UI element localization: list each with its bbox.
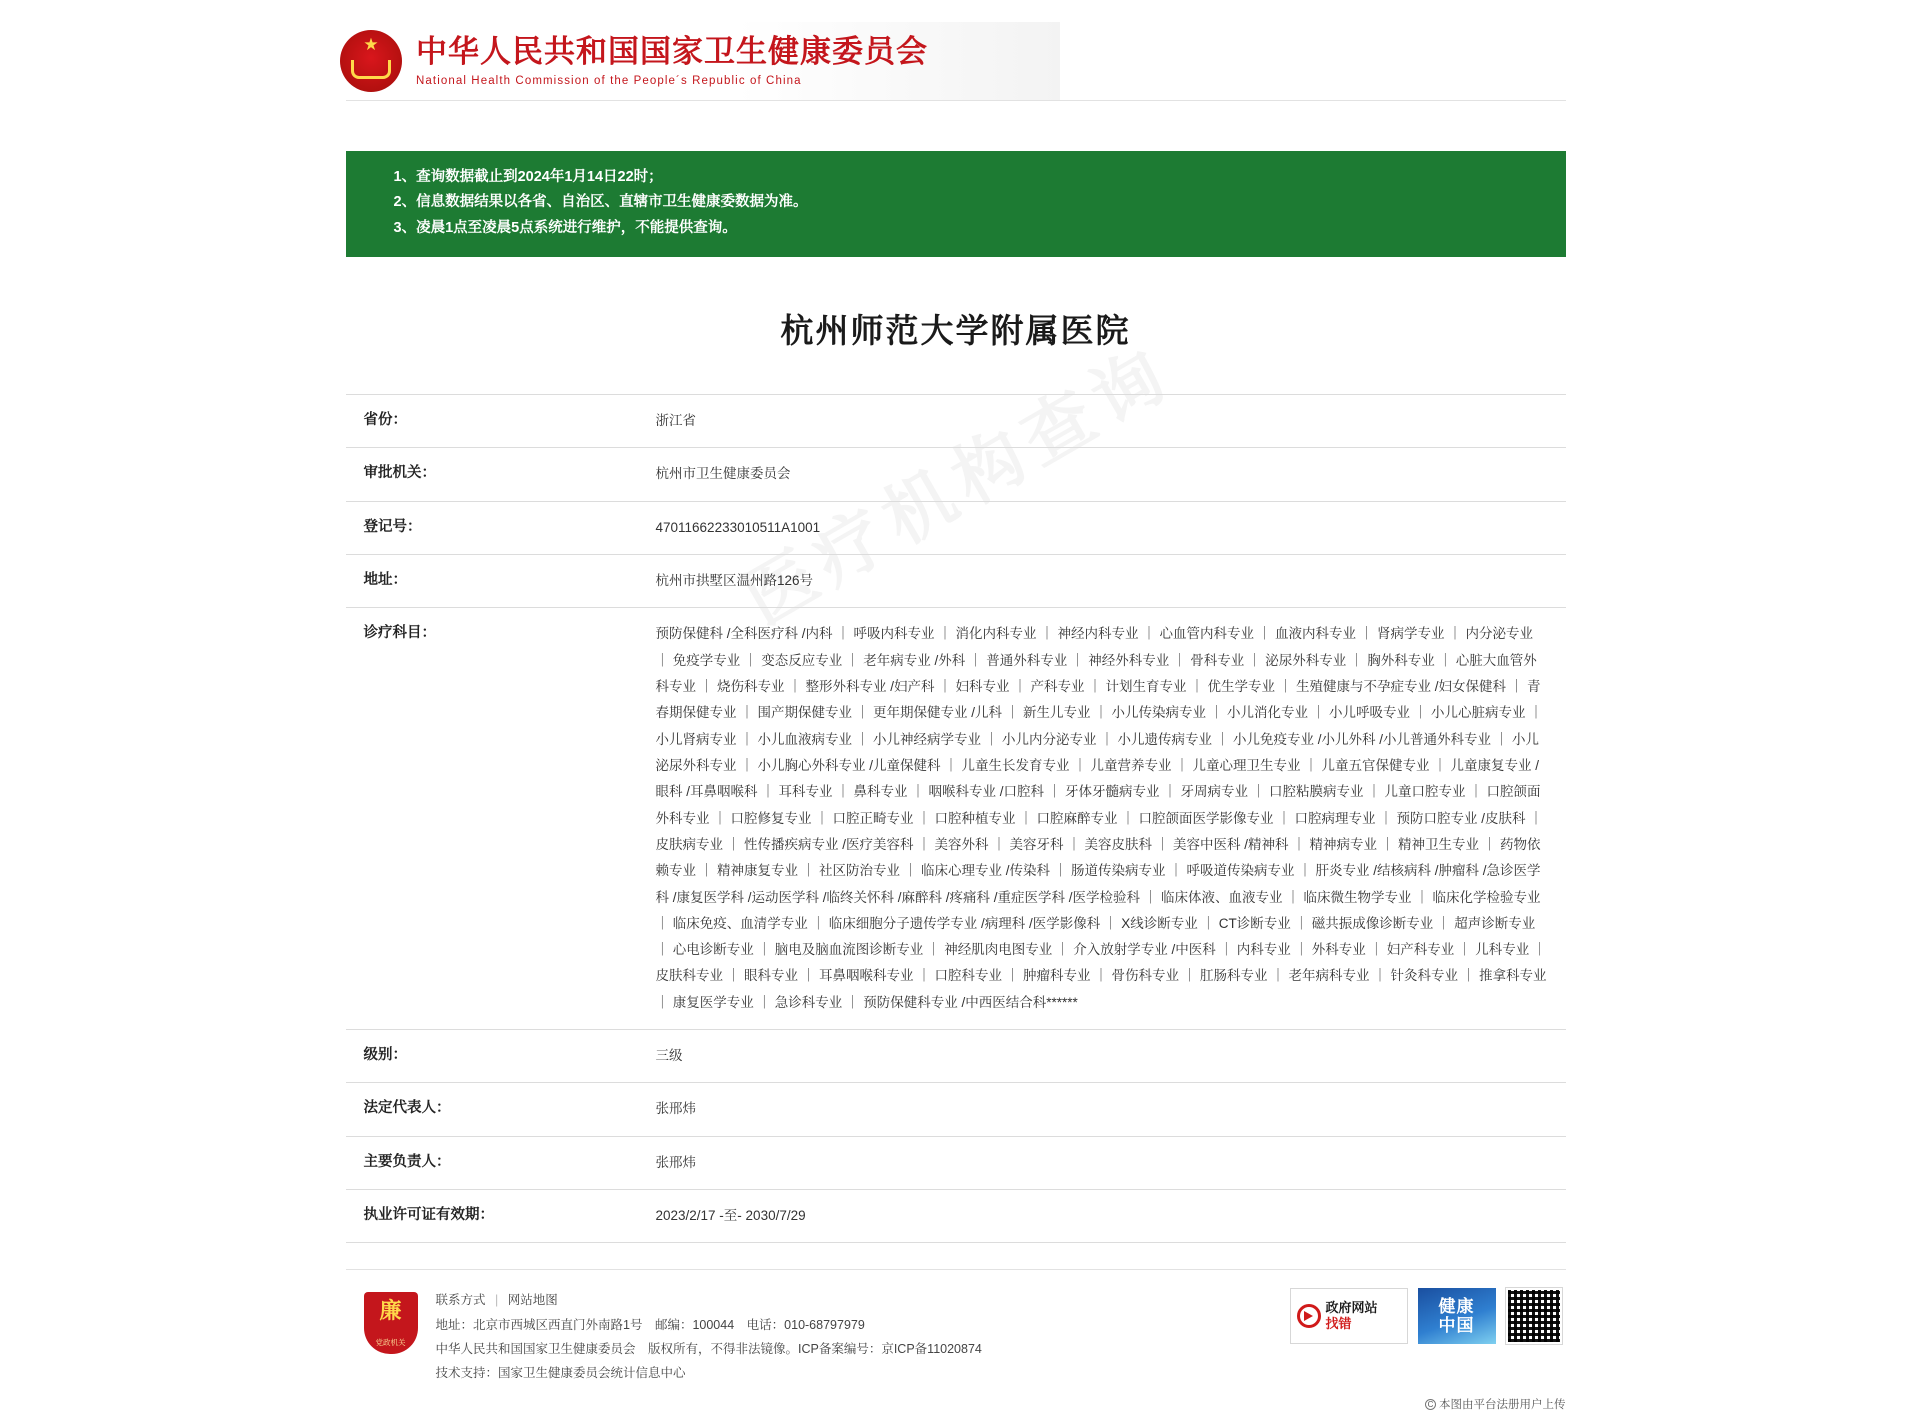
footer-address: 地址：北京市西城区西直门外南路1号 邮编：100044 电话：010-68797979 bbox=[435, 1317, 865, 1332]
table-row bbox=[346, 501, 1566, 554]
healthy-china-badge[interactable] bbox=[1418, 1288, 1496, 1344]
field-value-legal-representative: 张邢炜 bbox=[655, 1101, 696, 1117]
table-row bbox=[346, 1136, 1566, 1189]
table-row bbox=[346, 448, 1566, 501]
integrity-emblem-char: 廉 bbox=[379, 1298, 402, 1324]
field-label-legal-representative: 法定代表人： bbox=[363, 1100, 451, 1117]
table-row bbox=[346, 608, 1566, 1030]
table-row bbox=[346, 395, 1566, 448]
table-row bbox=[346, 1030, 1566, 1083]
gov-badge-line-1: 政府网站 bbox=[1325, 1300, 1378, 1316]
main-content bbox=[346, 101, 1566, 1243]
integrity-emblem-icon bbox=[364, 1292, 418, 1354]
field-value-departments: 预防保健科 /全科医疗科 /内科 ｜ 呼吸内科专业 ｜ 消化内科专业 ｜ 神经内科专业 ｜ 心血管内科专业 ｜ 血液内科专业 ｜ 肾病学专业 ｜ 内分泌专业 ｜ 免疫学专业 ｜ 变态反应专业 ｜ 老年病专业 /外科 ｜ 普通外科专业 ｜ 神经外科专业 ｜ 骨科专业 ｜ 泌尿外科专业 ｜ 胸外科专业 ｜ 心脏大血管外科专业 ｜ 烧伤科专业 ｜ 整形外科专业 /妇产科 ｜ 妇科专业 ｜ 产科专业 ｜ 计划生育专业 ｜ 优生学专业 ｜ 生殖健康与不孕症专业 /妇女保健科 ｜ 青春期保健专业 ｜ 围产期保健专业 ｜ 更年期保健专业 /儿科 ｜ 新生儿专业 ｜ 小儿传染病专业 ｜ 小儿消化专业 ｜ 小儿呼吸专业 ｜ 小儿心脏病专业 ｜ 小儿肾病专业 ｜ 小儿血液病专业 ｜ 小儿神经病学专业 ｜ 小儿内分泌专业 ｜ 小儿遗传病专业 ｜ 小儿免疫专业 /小儿外科 /小儿普通外科专业 ｜ 小儿泌尿外科专业 ｜ 小儿胸心外科专业 /儿童保健科 ｜ 儿童生长发育专业 ｜ 儿童营养专业 ｜ 儿童心理卫生专业 ｜ 儿童五官保健专业 ｜ 儿童康复专业 /眼科 /耳鼻咽喉科 ｜ 耳科专业 ｜ 鼻科专业 ｜ 咽喉科专业 /口腔科 ｜ 牙体牙髓病专业 ｜ 牙周病专业 ｜ 口腔粘膜病专业 ｜ 儿童口腔专业 ｜ 口腔颌面外科专业 ｜ 口腔修复专业 ｜ 口腔正畸专业 ｜ 口腔种植专业 ｜ 口腔麻醉专业 ｜ 口腔颌面医学影像专业 ｜ 口腔病理专业 ｜ 预防口腔专业 /皮肤科 ｜ 皮肤病专业 ｜ 性传播疾病专业 /医疗美容科 ｜ 美容外科 ｜ 美容牙科 ｜ 美容皮肤科 ｜ 美容中医科 /精神科 ｜ 精神病专业 ｜ 精神卫生专业 ｜ 药物依赖专业 ｜ 精神康复专业 ｜ 社区防治专业 ｜ 临床心理专业 /传染科 ｜ 肠道传染病专业 ｜ 呼吸道传染病专业 ｜ 肝炎专业 /结核病科 /肿瘤科 /急诊医学科 /康复医学科 /运动医学科 /临终关怀科 /麻醉科 /疼痛科 /重症医学科 /医学检验科 ｜ 临床体液、血液专业 ｜ 临床微生物学专业 ｜ 临床化学检验专业 ｜ 临床免疫、血清学专业 ｜ 临床细胞分子遗传学专业 /病理科 /医学影像科 ｜ X线诊断专业 ｜ CT诊断专业 ｜ 磁共振成像诊断专业 ｜ 超声诊断专业 ｜ 心电诊断专业 ｜ 脑电及脑血流图诊断专业 ｜ 神经肌肉电图专业 ｜ 介入放射学专业 /中医科 ｜ 内科专业 ｜ 外科专业 ｜ 妇产科专业 ｜ 儿科专业 ｜ 皮肤科专业 ｜ 眼科专业 ｜ 耳鼻咽喉科专业 ｜ 口腔科专业 ｜ 肿瘤科专业 ｜ 骨伤科专业 ｜ 肛肠科专业 ｜ 老年病科专业 ｜ 针灸科专业 ｜ 推拿科专业 ｜ 康复医学专业 ｜ 急诊科专业 ｜ 预防保健科专业 /中西医结合科****** bbox=[655, 626, 1547, 1010]
integrity-emblem-sub: 党政机关 bbox=[375, 1338, 406, 1348]
table-row bbox=[346, 1083, 1566, 1136]
qr-code-icon[interactable] bbox=[1506, 1288, 1562, 1344]
healthy-china-line-1: 健康 bbox=[1438, 1296, 1475, 1316]
site-title-en: National Health Commission of the People´s Republic of China bbox=[416, 75, 802, 88]
footer-link-sitemap[interactable]: 网站地图 bbox=[507, 1293, 558, 1308]
footer-links-row bbox=[436, 1288, 982, 1312]
site-footer bbox=[346, 1269, 1566, 1411]
field-label-approval-authority: 审批机关： bbox=[363, 465, 436, 482]
field-label-license-validity: 执业许可证有效期： bbox=[363, 1207, 494, 1223]
site-title-cn: 中华人民共和国国家卫生健康委员会 bbox=[416, 33, 928, 69]
field-value-approval-authority: 杭州市卫生健康委员会 bbox=[655, 466, 791, 482]
site-header bbox=[0, 0, 1911, 100]
table-row bbox=[346, 1190, 1566, 1243]
field-value-principal: 张邢炜 bbox=[655, 1154, 696, 1170]
field-label-address: 地址： bbox=[363, 572, 407, 589]
field-value-registration-number: 47011662233010511A1001 bbox=[655, 519, 821, 535]
copyright-icon: C bbox=[1425, 1399, 1436, 1410]
notice-line-1: 1、查询数据截止到2024年1月14日22时； bbox=[393, 169, 663, 185]
page-title: 杭州师范大学附属医院 bbox=[780, 312, 1131, 350]
table-row bbox=[346, 555, 1566, 608]
field-label-departments: 诊疗科目： bbox=[363, 625, 436, 642]
notice-line-3: 3、凌晨1点至凌晨5点系统进行维护，不能提供查询。 bbox=[393, 219, 737, 236]
footer-link-contact[interactable]: 联系方式 bbox=[435, 1293, 486, 1308]
gov-report-icon bbox=[1297, 1304, 1321, 1328]
notice-banner bbox=[346, 151, 1566, 257]
gov-badge-line-2: 找错 bbox=[1325, 1316, 1352, 1332]
gov-site-report-badge[interactable] bbox=[1290, 1288, 1408, 1344]
footer-badges bbox=[1290, 1288, 1566, 1344]
field-value-address: 杭州市拱墅区温州路126号 bbox=[655, 573, 814, 589]
footer-text-block bbox=[436, 1288, 982, 1386]
field-value-level: 三级 bbox=[655, 1048, 683, 1064]
healthy-china-line-2: 中国 bbox=[1438, 1316, 1475, 1336]
site-logo-band bbox=[340, 22, 1060, 100]
national-emblem-icon bbox=[340, 30, 402, 92]
field-value-license-validity: 2023/2/17 -至- 2030/7/29 bbox=[655, 1208, 806, 1223]
notice-line-2: 2、信息数据结果以各省、自治区、直辖市卫生健康委数据为准。 bbox=[393, 194, 808, 211]
field-label-principal: 主要负责人： bbox=[363, 1153, 451, 1170]
upload-note-text: 本图由平台法册用户上传 bbox=[1439, 1398, 1566, 1411]
field-value-province: 浙江省 bbox=[655, 413, 696, 429]
footer-copyright: 中华人民共和国国家卫生健康委员会 版权所有，不得非法镜像。ICP备案编号：京ICP备11020874 bbox=[435, 1342, 982, 1357]
footer-link-separator: | bbox=[495, 1293, 499, 1308]
field-label-registration-number: 登记号： bbox=[363, 518, 422, 535]
upload-note bbox=[1425, 1396, 1566, 1412]
field-label-province: 省份： bbox=[363, 412, 407, 429]
hospital-info-table bbox=[346, 394, 1566, 1243]
field-label-level: 级别： bbox=[363, 1047, 407, 1064]
footer-tech-support: 技术支持：国家卫生健康委员会统计信息中心 bbox=[435, 1366, 686, 1381]
